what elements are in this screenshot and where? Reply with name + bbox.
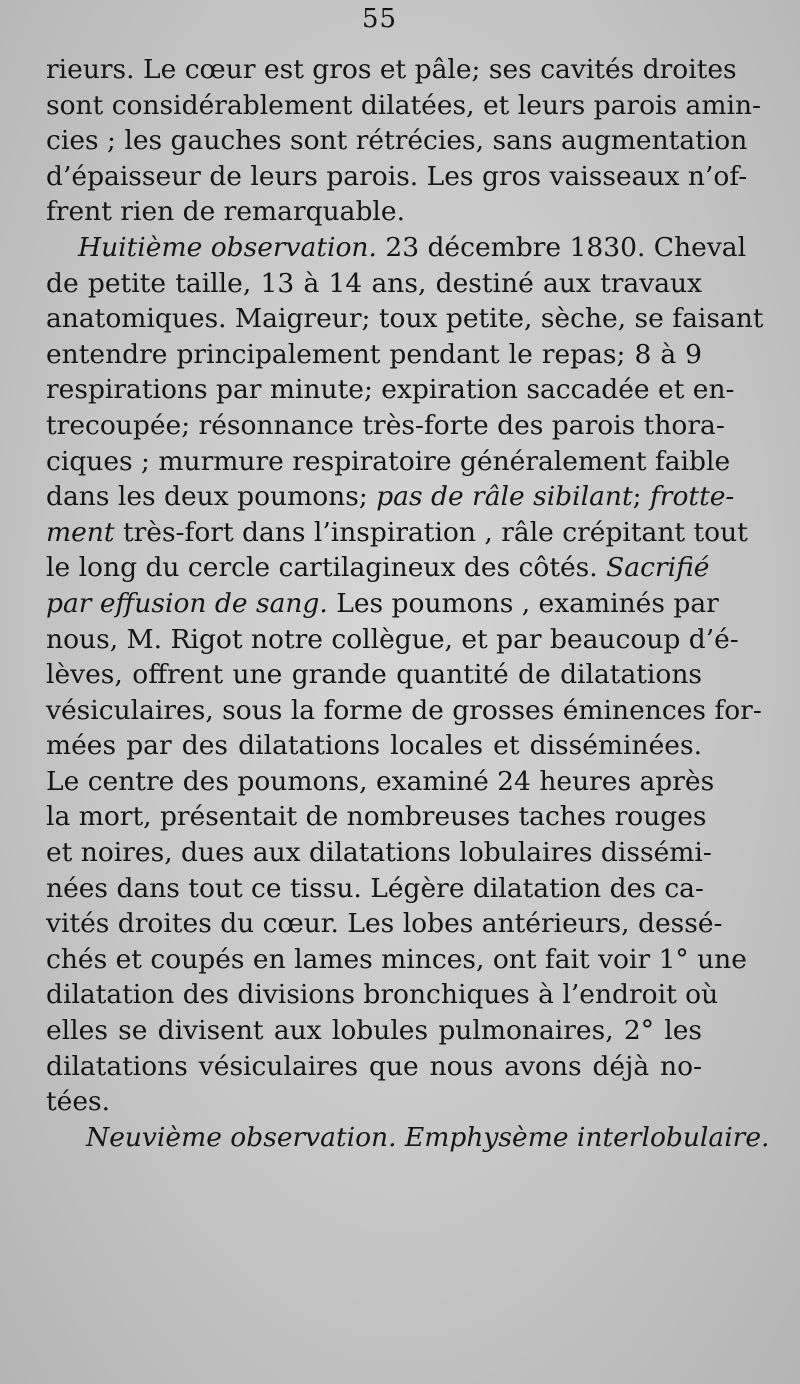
text-line	[46, 586, 719, 622]
text-line: d’épaisseur de leurs parois. Les gros vaisseaux n’of-	[46, 160, 748, 192]
italic-fragment: Sacrifié	[606, 552, 710, 584]
text-line: lèves, offrent une grande quantité de dilatations	[46, 659, 702, 691]
text-line: ciques ; murmure respiratoire généralement faible	[46, 445, 731, 477]
italic-fragment: ment	[46, 516, 115, 548]
body-text	[46, 52, 770, 1155]
text-fragment: le long du cercle cartilagineux des côtés.	[46, 552, 607, 584]
text-line: chés et coupés en lames minces, ont fait voir 1° une	[46, 943, 747, 975]
observation-heading: Huitième observation.	[78, 231, 377, 263]
page-number: 55	[362, 4, 398, 34]
text-line: dilatation des divisions bronchiques à l’endroit où	[46, 979, 719, 1011]
italic-fragment: pas de râle sibilant	[376, 481, 633, 513]
text-line: tées.	[46, 1086, 111, 1118]
text-line	[46, 230, 747, 266]
text-line: cies ; les gauches sont rétrécies, sans augmentation	[46, 125, 748, 157]
text-line: de petite taille, 13 à 14 ans, destiné aux travaux	[46, 267, 702, 299]
text-line: nous, M. Rigot notre collègue, et par beaucoup d’é-	[46, 623, 739, 655]
text-line: vésiculaires, sous la forme de grosses éminences for-	[46, 694, 762, 726]
text-fragment: ;	[632, 481, 650, 513]
text-line: vités droites du cœur. Les lobes antérieurs, dessé-	[46, 908, 723, 940]
text-line: mées par des dilatations locales et disséminées.	[46, 730, 702, 762]
text-line: respirations par minute; expiration saccadée et en-	[46, 374, 735, 406]
text-fragment: très-fort dans l’inspiration , râle crépitant tout	[114, 516, 748, 548]
text-fragment: dans les deux poumons;	[46, 481, 377, 513]
text-line: trecoupée; résonnance très-forte des parois thora-	[46, 409, 725, 441]
text-line: entendre principalement pendant le repas; 8 à 9	[46, 338, 702, 370]
text-fragment: Les poumons , examinés par	[327, 587, 719, 619]
italic-fragment: frotte-	[649, 481, 735, 513]
text-line: dilatations vésiculaires que nous avons déjà no-	[46, 1050, 702, 1082]
text-line: nées dans tout ce tissu. Légère dilatation des ca-	[46, 872, 704, 904]
text-line	[46, 515, 748, 551]
text-line	[46, 479, 735, 515]
text-line: rieurs. Le cœur est gros et pâle; ses cavités droites	[46, 54, 737, 85]
text-line: elles se divisent aux lobules pulmonaires, 2° les	[46, 1015, 702, 1047]
next-observation-heading: Neuvième observation. Emphysème interlobulaire.	[86, 1121, 770, 1153]
text-line: Le centre des poumons, examiné 24 heures après	[46, 765, 715, 797]
text-line: anatomiques. Maigreur; toux petite, sèche, se faisant	[46, 303, 764, 335]
text-line	[46, 550, 710, 586]
text-line: sont considérablement dilatées, et leurs parois amin-	[46, 89, 761, 121]
italic-fragment: par effusion de sang.	[46, 587, 328, 619]
text-fragment: 23 décembre 1830. Cheval	[376, 231, 747, 263]
text-line: frent rien de remarquable.	[46, 196, 406, 228]
text-line: et noires, dues aux dilatations lobulaires dissémi-	[46, 837, 712, 869]
text-line: la mort, présentait de nombreuses taches rouges	[46, 801, 707, 833]
